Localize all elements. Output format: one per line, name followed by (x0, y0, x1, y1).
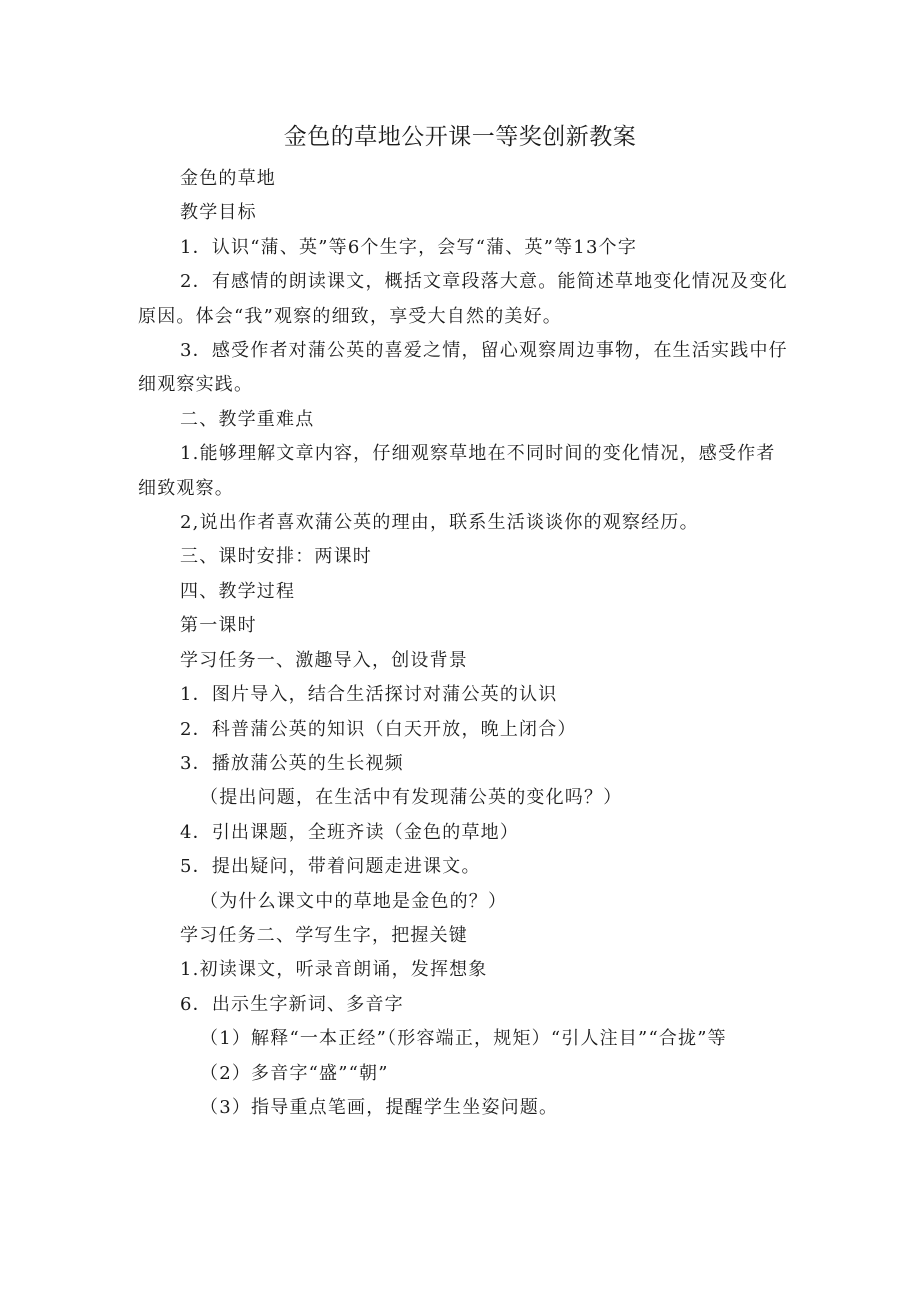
paragraph: 6．出示生字新词、多音字 (180, 993, 404, 1015)
paragraph: 3．播放蒲公英的生长视频 (180, 752, 404, 774)
paragraph: 1.初读课文，听录音朗诵，发挥想象 (180, 959, 488, 981)
paragraph: 5．提出疑问，带着问题走进课文。 (180, 856, 481, 878)
paragraph: 教学目标 (180, 202, 257, 224)
paragraph: 金色的草地 (180, 168, 276, 189)
paragraph: （2）多音字“盛”“朝” (200, 1062, 389, 1084)
paragraph: 2,说出作者喜欢蒲公英的理由，联系生活谈谈你的观察经历。 (180, 512, 699, 534)
paragraph: 学习任务一、激趣导入，创设背景 (180, 649, 468, 671)
paragraph: （1）解释“一本正经”（形容端正，规矩）“引人注目”“合拢”等 (200, 1028, 727, 1050)
paragraph: 2．有感情的朗读课文，概括文章段落大意。能简述草地变化情况及变化原因。体会“我”观察的细致，享受大自然的美好。 (138, 271, 788, 327)
paragraph: 1.能够理解文章内容，仔细观察草地在不同时间的变化情况，感受作者细致观察。 (138, 443, 776, 499)
paragraph: 第一课时 (180, 615, 257, 637)
paragraph: 四、教学过程 (180, 580, 296, 602)
paragraph: （3）指导重点笔画，提醒学生坐姿问题。 (200, 1096, 559, 1118)
paragraph: 2．科普蒲公英的知识（白天开放，晚上闭合） (180, 718, 577, 740)
paragraph: 1．图片导入，结合生活探讨对蒲公英的认识 (180, 684, 558, 706)
document-body (138, 162, 788, 1125)
paragraph: 3．感受作者对蒲公英的喜爱之情，留心观察周边事物，在生活实践中仔细观察实践。 (138, 340, 788, 396)
paragraph: 1．认识“蒲、英”等6个生字，会写“蒲、英”等13个字 (180, 236, 638, 258)
paragraph: 学习任务二、学写生字，把握关键 (180, 924, 468, 946)
paragraph: 二、教学重难点 (180, 408, 315, 430)
paragraph: 三、课时安排：两课时 (180, 546, 372, 568)
paragraph: （提出问题，在生活中有发现蒲公英的变化吗？） (200, 787, 623, 809)
paragraph: （为什么课文中的草地是金色的？） (200, 890, 508, 912)
paragraph: 4．引出课题，全班齐读（金色的草地） (180, 821, 520, 843)
document-title: 金色的草地公开课一等奖创新教案 (283, 124, 637, 150)
